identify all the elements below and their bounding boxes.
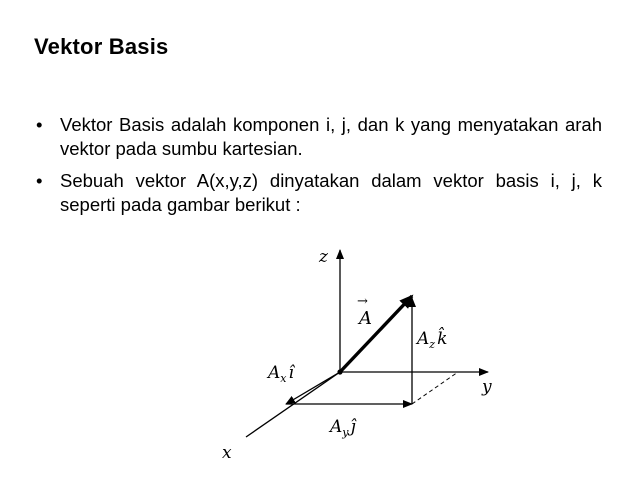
x-axis-label: x	[222, 443, 232, 463]
ay-component-label	[328, 417, 358, 439]
x-component-arrow	[286, 372, 340, 404]
ay-unit-vector: ĵ	[350, 417, 356, 437]
z-axis-label: z	[319, 247, 328, 267]
bullet-text: Vektor Basis adalah komponen i, j, dan k yang menyatakan arah vektor pada sumbu kartesian.	[60, 114, 602, 159]
bullet-text: Sebuah vektor A(x,y,z) dinyatakan dalam vektor basis i, j, k seperti pada gambar berikut :	[60, 170, 602, 215]
ax-base: A	[268, 363, 281, 383]
origin-point	[337, 369, 342, 374]
az-subscript: z	[429, 338, 436, 351]
vector-a-label: A	[359, 308, 372, 329]
ax-component-label	[266, 363, 296, 385]
ax-subscript: x	[280, 372, 287, 385]
slide-title: Vektor Basis	[34, 34, 169, 59]
az-base: A	[417, 329, 430, 349]
projection-dash	[412, 372, 458, 404]
bullet-point-icon: •	[36, 170, 43, 191]
vector-a-arrow	[340, 296, 412, 372]
az-component-label	[415, 327, 447, 351]
az-unit-vector: k̂	[437, 329, 448, 349]
y-axis-label: y	[482, 377, 492, 397]
ay-base: A	[330, 417, 343, 437]
ay-subscript: y	[342, 426, 349, 439]
bullet-point-icon: •	[36, 114, 43, 135]
vector-a-arrow-accent: →	[357, 294, 368, 309]
ax-unit-vector: î	[288, 363, 294, 383]
